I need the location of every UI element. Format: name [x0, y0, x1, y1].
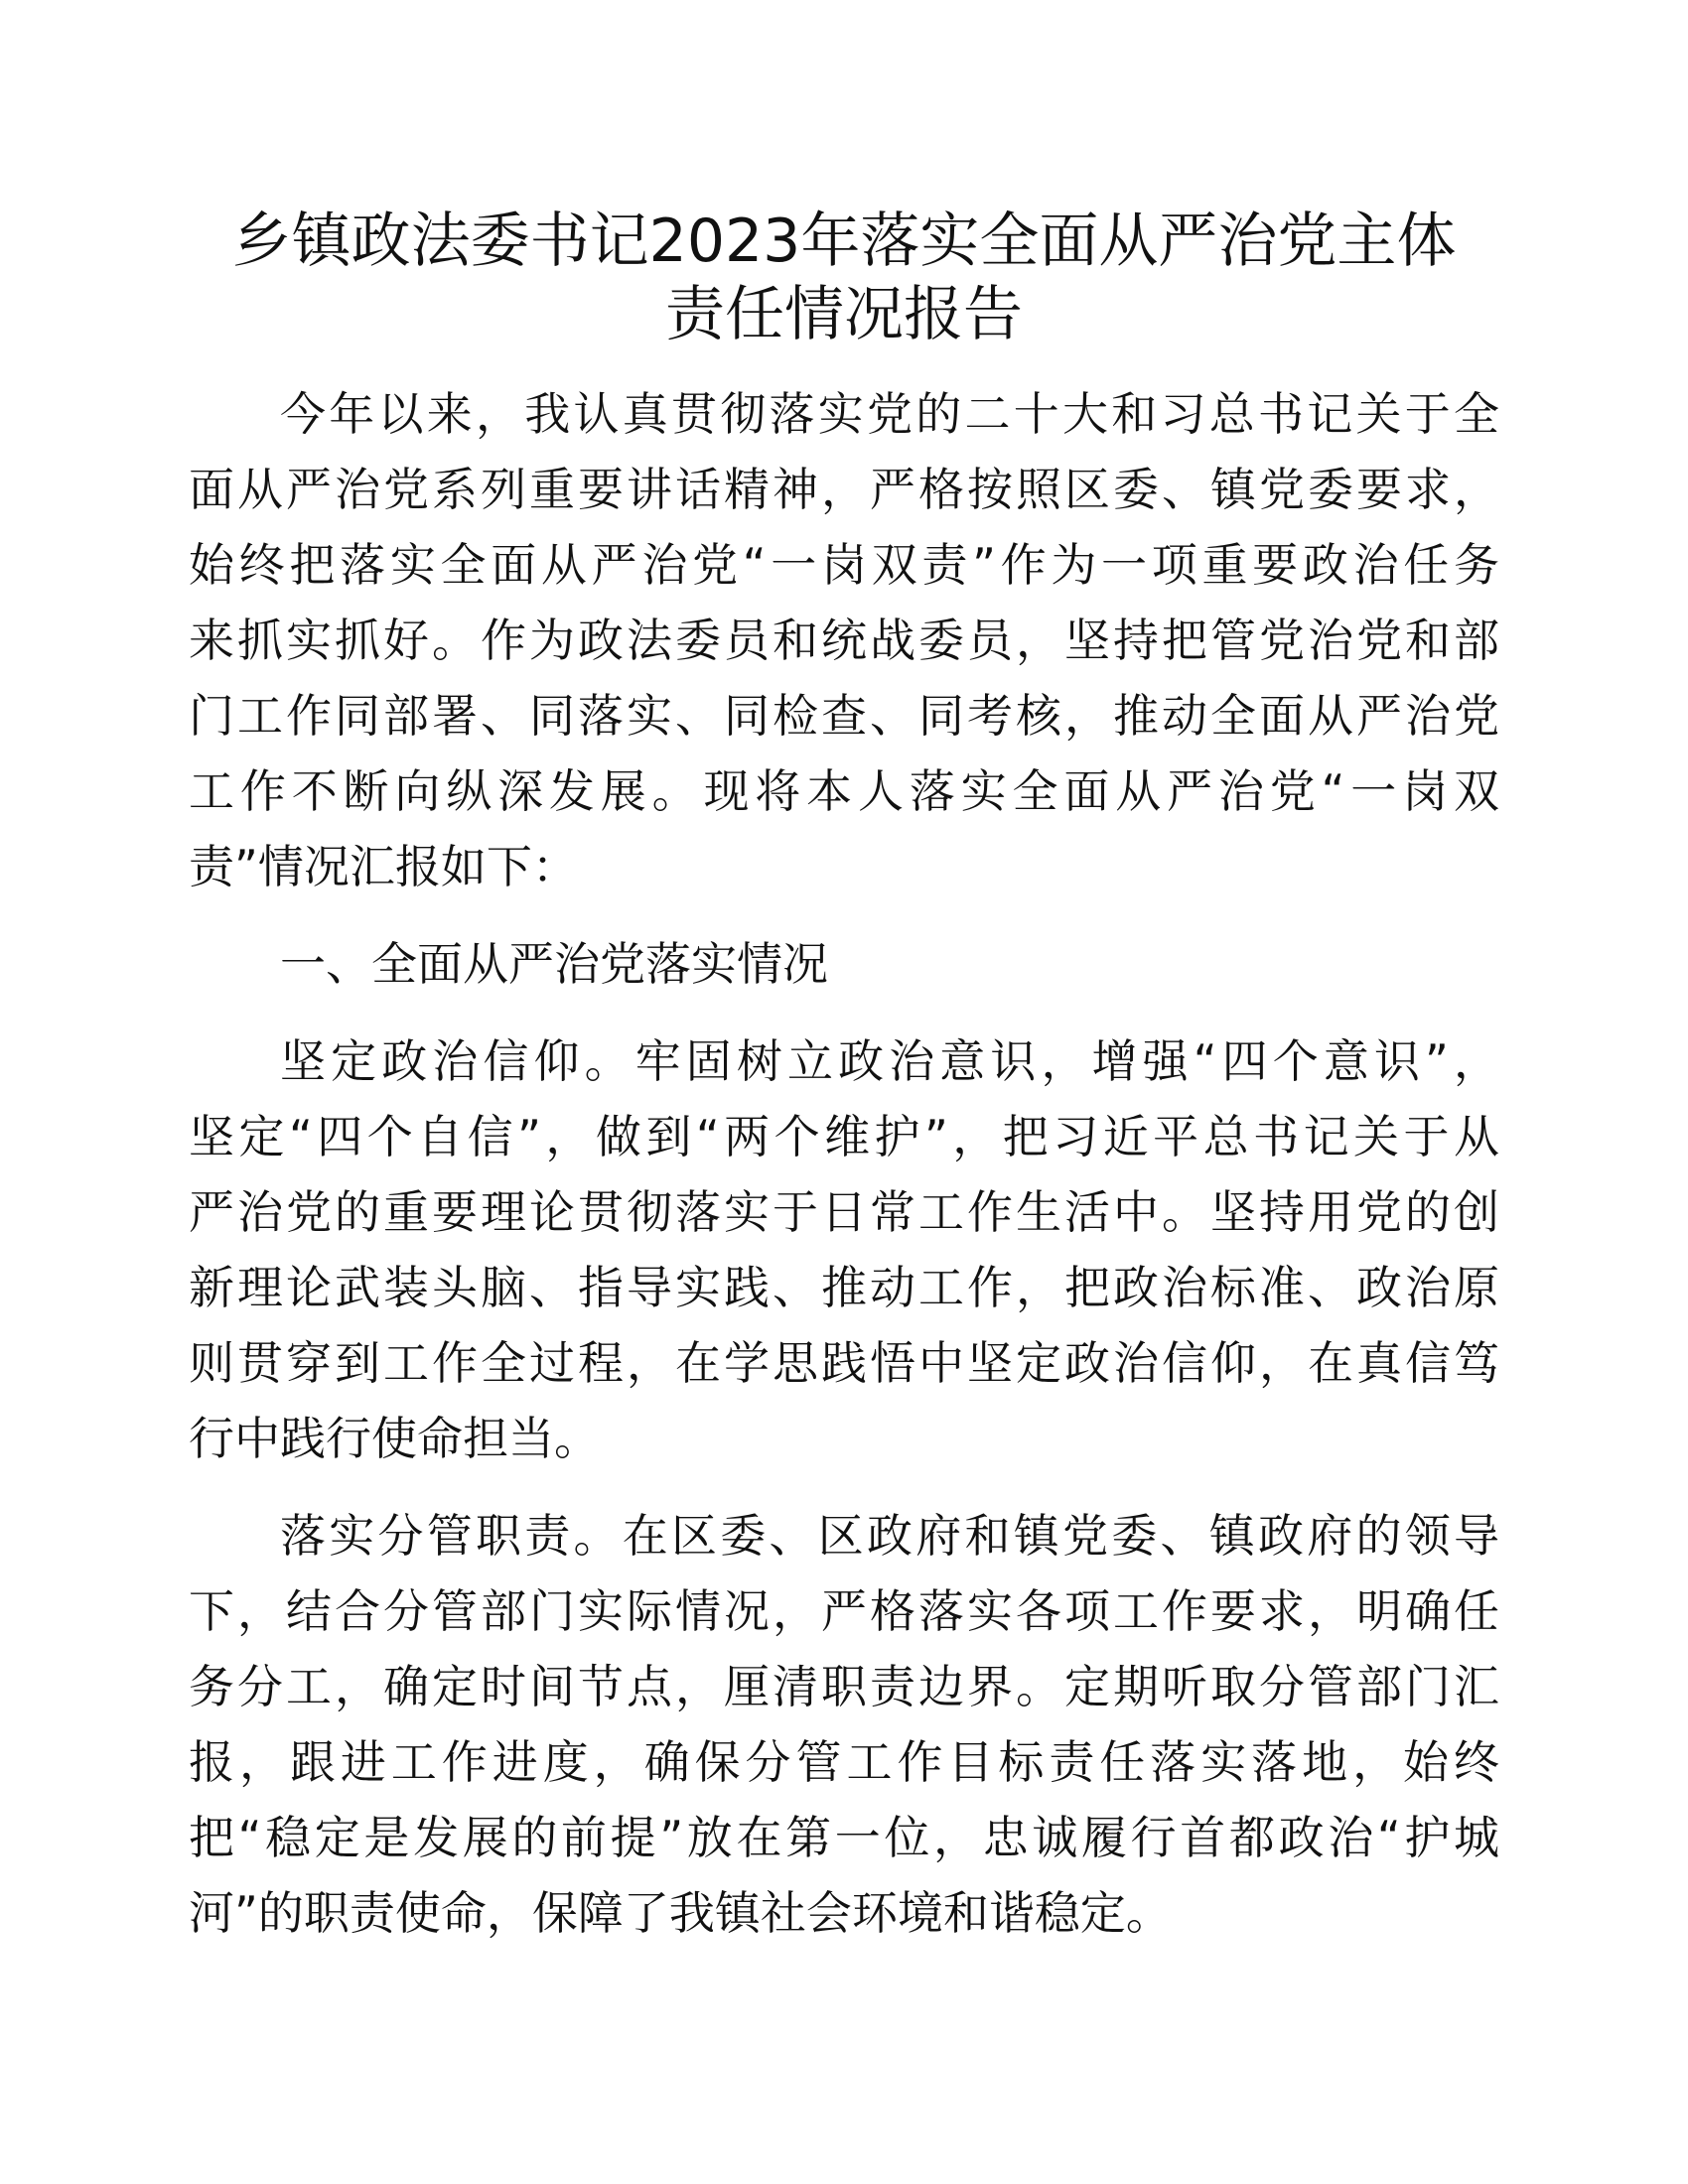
text-line: 则贯穿到工作全过程，在学思践悟中坚定政治信仰，在真信笃	[189, 1336, 1499, 1390]
paragraph	[189, 376, 1499, 904]
text-line: 工作不断向纵深发展。现将本人落实全面从严治党“一岗双	[189, 764, 1499, 818]
text-line: 新理论武装头脑、指导实践、推动工作，把政治标准、政治原	[189, 1261, 1499, 1314]
text-line: 把“稳定是发展的前提”放在第一位，忠诚履行首都政治“护城	[189, 1811, 1499, 1864]
text-line: 门工作同部署、同落实、同检查、同考核，推动全面从严治党	[189, 689, 1499, 743]
text-line: 面从严治党系列重要讲话精神，严格按照区委、镇党委要求，	[189, 463, 1499, 516]
text-line: 行中践行使命担当。	[189, 1412, 600, 1465]
title-line-1: 乡镇政法委书记2023年落实全面从严治党主体	[231, 206, 1457, 276]
text-line: 严治党的重要理论贯彻落实于日常工作生活中。坚持用党的创	[189, 1185, 1499, 1239]
text-line: 坚定政治信仰。牢固树立政治意识，增强“四个意识”，	[280, 1034, 1499, 1088]
document-body	[189, 376, 1499, 1951]
paragraph	[189, 1024, 1499, 1476]
text-line: 来抓实抓好。作为政法委员和统战委员，坚持把管党治党和部	[189, 614, 1499, 667]
text-line: 报，跟进工作进度，确保分管工作目标责任落实落地，始终	[189, 1735, 1499, 1789]
text-line: 始终把落实全面从严治党“一岗双责”作为一项重要政治任务	[189, 538, 1499, 592]
text-line: 落实分管职责。在区委、区政府和镇党委、镇政府的领导	[280, 1509, 1499, 1563]
title-line-2: 责任情况报告	[665, 280, 1023, 349]
text-line: 下，结合分管部门实际情况，严格落实各项工作要求，明确任	[189, 1584, 1499, 1638]
document-title	[50, 205, 1638, 351]
text-line: 务分工，确定时间节点，厘清职责边界。定期听取分管部门汇	[189, 1660, 1499, 1713]
text-line: 责”情况汇报如下：	[189, 840, 578, 893]
text-line: 今年以来，我认真贯彻落实党的二十大和习总书记关于全	[280, 387, 1499, 441]
text-line: 坚定“四个自信”，做到“两个维护”，把习近平总书记关于从	[189, 1110, 1499, 1163]
text-line: 一、全面从严治党落实情况	[280, 937, 828, 991]
section-heading	[189, 926, 1499, 1002]
paragraph	[189, 1498, 1499, 1951]
text-line: 河”的职责使命，保障了我镇社会环境和谐稳定。	[189, 1886, 1172, 1940]
